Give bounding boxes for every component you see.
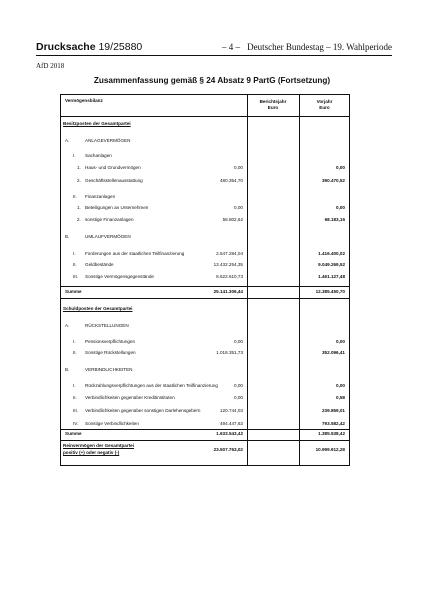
row-label: Geschäftsstellenausstattung [85,178,143,183]
row-label: Geldbestände [85,262,114,267]
row-num: 1. [77,165,81,170]
row-label: Rückzahlungsverpflichtungen aus der staatlichen Teilfinanzierung [85,383,218,388]
column-header-label: Vermögensbilanz [65,98,103,103]
row-rule [61,440,349,441]
value-current: 1.633.543,42 [216,431,243,436]
row-label: Sonstige Verbindlichkeiten [85,421,139,426]
row-num: IV. [73,421,79,426]
row-label: ANLAGEVERMÖGEN [85,138,131,143]
row-label: RÜCKSTELLUNGEN [85,323,129,328]
value-current: 480.354,70 [220,178,243,183]
row-label: Finanzanlagen [85,194,116,199]
row-label: Verbindlichkeiten gegenüber sonstigen Darlehensgebern [85,408,201,413]
value-previous: 0,00 [336,339,345,344]
row-num: A. [65,323,70,328]
balance-sheet-table [60,94,350,466]
row-label: Sonstige Rückstellungen [85,350,136,355]
row-num: I. [73,251,76,256]
row-num: II. [73,350,77,355]
row-rule [61,286,349,287]
value-previous: 0,00 [336,205,345,210]
column-divider [299,95,300,465]
row-num: A. [65,138,70,143]
row-label: Forderungen aus der staatlichen Teilfinanzierung [85,251,185,256]
row-label: Verbindlichkeiten gegenüber Kreditinstituten [85,395,175,400]
row-rule [61,429,349,430]
row-num: III. [73,408,79,413]
row-num: 2. [77,217,81,222]
value-previous: 793.582,42 [322,421,345,426]
value-current: 120.744,03 [220,408,243,413]
value-current: 0,00 [234,383,243,388]
value-previous: 390.470,52 [322,178,345,183]
value-current: 8.622.610,73 [216,274,243,279]
value-current: 23.507.763,02 [213,447,243,452]
section-title: Zusammenfassung gemäß § 24 Absatz 9 PartG (Fortsetzung) [93,76,331,85]
value-previous: 68.183,16 [324,217,345,222]
value-previous: 352.096,41 [322,350,345,355]
column-header-current: Berichtsjahr Euro [259,99,287,110]
row-label: Sachanlagen [85,153,112,158]
row-num: B. [65,367,70,372]
sum-label: Summe [65,289,82,294]
column-header-previous: Vorjahr Euro [316,99,333,110]
page-header [36,41,392,55]
row-label: UMLAUFVERMÖGEN [85,234,131,239]
row-num: B. [65,234,70,239]
drucksache-label: Drucksache [36,41,96,53]
row-label: Sonstige Vermögensgegenstände [85,274,154,279]
net-assets-label: Reinvermögen der Gesamtpartei [63,443,134,448]
row-rule [61,298,349,299]
value-previous: 0,00 [336,165,345,170]
value-current: 1.018.351,73 [216,350,243,355]
row-num: 1. [77,205,81,210]
document-number [36,41,142,53]
header-rule [36,55,392,56]
page-number: – 4 – [222,42,240,52]
row-num: II. [73,395,77,400]
value-current: 13.432.254,35 [213,262,243,267]
value-current: 25.141.306,44 [213,289,243,294]
party-code: AfD 2018 [36,62,65,70]
value-previous: 0,58 [336,395,345,400]
value-previous: 0,00 [336,383,345,388]
value-current: 494.447,63 [220,421,243,426]
value-current: 2.547.284,04 [216,251,243,256]
row-num: 2. [77,178,81,183]
assets-section-heading: Besitzposten der Gesamtpartei [63,121,131,126]
column-divider [247,95,248,465]
row-num: I. [73,153,76,158]
value-previous: 9.049.269,52 [318,262,345,267]
net-assets-sign-label: positiv (+) oder negativ (-) [63,450,120,455]
value-current: 0,00 [234,339,243,344]
row-label: VERBINDLICHKEITEN [85,367,133,372]
row-rule [61,116,349,117]
value-current: 0,00 [234,395,243,400]
row-label: Beteiligungen an Unternehmen [85,205,149,210]
drucksache-number: 19/25880 [98,41,143,53]
row-label: Haus- und Grundvermögen [85,165,141,170]
publisher: Deutscher Bundestag – 19. Wahlperiode [247,42,392,52]
value-current: 58.802,62 [222,217,243,222]
value-previous: 239.859,01 [322,408,345,413]
value-current: 0,00 [234,205,243,210]
liabilities-section-heading: Schuldposten der Gesamtpartei [63,306,133,311]
value-previous: 12.385.450,70 [315,289,345,294]
row-num: I. [73,339,76,344]
value-previous: 1.416.400,02 [318,251,345,256]
row-label: sonstige Finanzanlagen [85,217,134,222]
row-num: II. [73,194,77,199]
sum-label: Summe [65,431,82,436]
row-num: III. [73,274,79,279]
row-num: II. [73,262,77,267]
row-num: I. [73,383,76,388]
value-previous: 10.999.912,28 [315,447,345,452]
value-previous: 1.385.538,42 [318,431,345,436]
value-previous: 1.461.127,48 [318,274,345,279]
value-current: 0,00 [234,165,243,170]
row-label: Pensionsverpflichtungen [85,339,136,344]
